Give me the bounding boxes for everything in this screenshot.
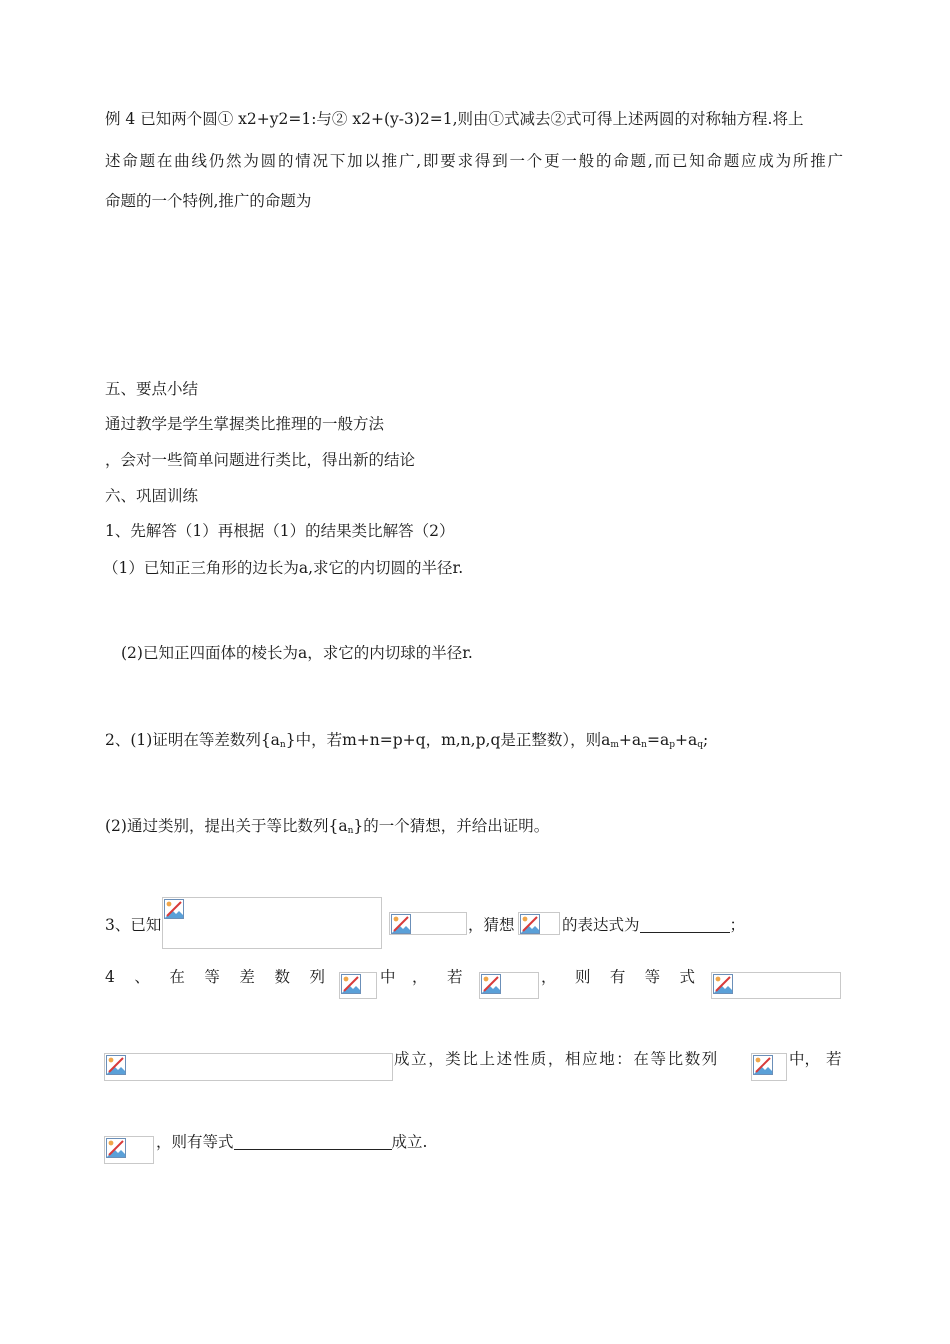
section6-heading: 六、巩固训练	[105, 487, 199, 505]
answer-blank[interactable]	[640, 916, 730, 933]
example4-line1: 例 4 已知两个圆① x2+y2=1:与② x2+(y-3)2=1,则由①式减去②式可得上述两圆的对称轴方程.将上	[105, 110, 804, 128]
question2-part2: (2)通过类别，提出关于等比数列$\{a_n\}$的一个猜想，并给出证明。	[105, 817, 550, 836]
formula-image	[711, 972, 841, 999]
formula-image	[339, 972, 377, 999]
question3-expression: 的表达式为 ；	[562, 916, 746, 934]
formula-image	[479, 972, 539, 999]
broken-image-icon	[391, 914, 411, 934]
question4-zhong: 中	[380, 968, 396, 986]
broken-image-icon	[481, 974, 501, 994]
formula-image	[162, 897, 382, 949]
question4-label: 4 、 在 等 差 数 列	[105, 968, 325, 986]
section5-text1: 通过教学是学生掌握类比推理的一般方法	[105, 415, 385, 433]
question1-part2: (2)已知正四面体的棱长为a，求它的内切球的半径r.	[121, 644, 473, 662]
broken-image-icon	[106, 1138, 126, 1158]
broken-image-icon	[753, 1055, 773, 1075]
question1-part1: （1）已知正三角形的边长为a,求它的内切圆的半径r.	[103, 559, 464, 577]
question4-comma: ，	[412, 968, 428, 986]
question4-then: 则 有 等 式	[575, 968, 695, 986]
formula-image	[518, 912, 560, 935]
question4-analogy: 成立，类比上述性质，相应地：在等比数列	[394, 1050, 719, 1068]
question4-conclusion: ，则有等式 成立.	[156, 1133, 428, 1151]
example4-line3: 命题的一个特例,推广的命题为	[105, 192, 312, 210]
section5-text2: ，会对一些简单问题进行类比，得出新的结论	[105, 451, 416, 469]
broken-image-icon	[164, 899, 184, 919]
question4-zhong2: 中，	[789, 1050, 821, 1068]
question4-ruo: 若	[447, 968, 463, 986]
formula-image	[104, 1053, 393, 1081]
answer-blank[interactable]	[234, 1133, 392, 1150]
formula-image	[389, 912, 467, 935]
question3-prefix: 3、已知	[105, 916, 162, 934]
question4-ruo2: 若	[826, 1050, 842, 1068]
example4-line2: 述命题在曲线仍然为圆的情况下加以推广,即要求得到一个更一般的命题,而已知命题应成为所推广	[105, 152, 843, 170]
question1: 1、先解答（1）再根据（1）的结果类比解答（2）	[105, 522, 455, 540]
question2-part1: 2、(1)证明在等差数列$\{a_n\}$中，若m+n=p+q，m,n,p,q是正整数），则$a_m+a_n=a_p+a_q$;	[105, 731, 709, 750]
broken-image-icon	[106, 1055, 126, 1075]
formula-image	[104, 1136, 154, 1164]
section5-heading: 五、要点小结	[105, 380, 199, 398]
broken-image-icon	[341, 974, 361, 994]
question4-comma: ，	[541, 968, 557, 986]
broken-image-icon	[713, 974, 733, 994]
question3-guess: ，猜想	[468, 916, 515, 934]
broken-image-icon	[520, 914, 540, 934]
formula-image	[751, 1053, 787, 1081]
